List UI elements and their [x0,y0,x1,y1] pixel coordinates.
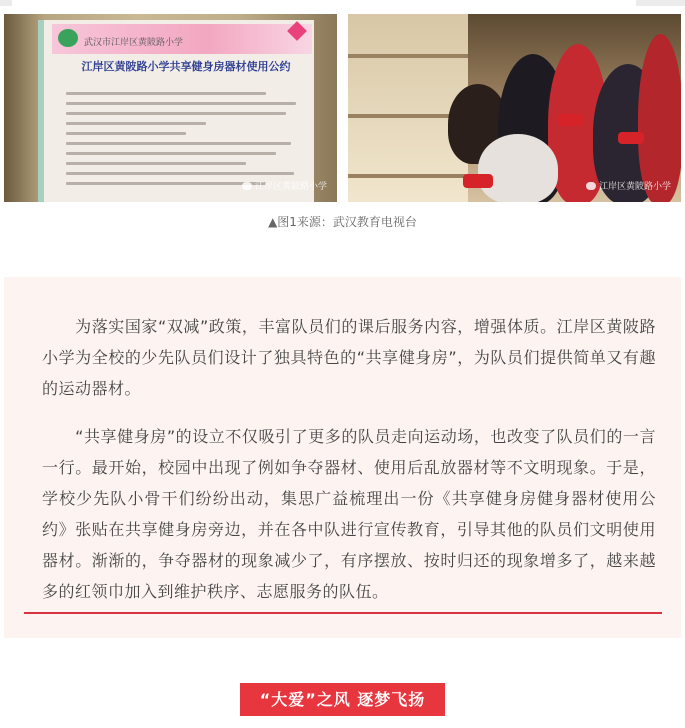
poster-text-line [66,172,294,175]
poster-text-line [66,102,296,105]
poster-school-name: 武汉市江岸区黄陂路小学 [84,38,184,48]
watermark [586,179,671,192]
poster [38,20,314,202]
article-box [4,277,681,638]
heart-icon [287,21,307,41]
school-logo-icon [58,29,78,47]
poster-text-line [66,122,206,125]
photo-poster[interactable] [4,14,337,202]
paragraph-text: 为落实国家“双减”政策，丰富队员们的课后服务内容，增强体质。江岸区黄陂路小学为全校的少先队员们设计了独具特色的“共享健身房”，为队员们提供简单又有趣的运动器材。 [42,317,656,398]
poster-text-line [66,92,266,95]
photo-students[interactable] [348,14,681,202]
watermark-text: 江岸区黄陂路小学 [254,182,327,192]
red-scarf [558,114,584,126]
poster-text-line [66,132,186,135]
previous-image-left [0,0,12,6]
poster-text-line [66,142,291,145]
wechat-icon [242,182,252,190]
article-paragraph [42,311,656,404]
divider-line [24,612,662,614]
red-scarf [463,174,493,188]
wechat-icon [586,182,596,190]
image-caption: ▲图1来源：武汉教育电视台 [268,215,417,229]
poster-text-line [66,112,286,115]
watermark-text: 江岸区黄陂路小学 [598,182,671,192]
previous-image-edge [0,0,685,6]
previous-image-right [636,0,685,6]
shelf-board [348,54,468,58]
section-heading: “大爱”之风 逐梦飞扬 [240,683,445,716]
student [478,134,558,202]
poster-text-line [66,162,246,165]
shelf-board [348,174,468,178]
poster-text-line [66,152,276,155]
paragraph-text: “共享健身房”的设立不仅吸引了更多的队员走向运动场，也改变了队员们的一言一行。最开始，校园中出现了例如争夺器材、使用后乱放器材等不文明现象。于是，学校少先队小骨干们纷纷出动，集思广益梳理出一份《共享健身房健身器材使用公约》张贴在共享健身房旁边，并在各中队进行宣传教育，引导其他的队员们文明使用器材。渐渐的，争夺器材的现象减少了，有序摆放、按时归还的现象增多了，越来越多的红领巾加入到维护秩序、志愿服务的队伍。 [42,427,656,601]
student [638,34,681,202]
poster-title: 江岸区黄陂路小学共享健身房器材使用公约 [81,60,291,73]
watermark [242,179,327,192]
article-paragraph [42,421,656,607]
red-scarf [618,132,644,144]
poster-text-line [66,182,266,185]
poster-header [52,24,312,54]
